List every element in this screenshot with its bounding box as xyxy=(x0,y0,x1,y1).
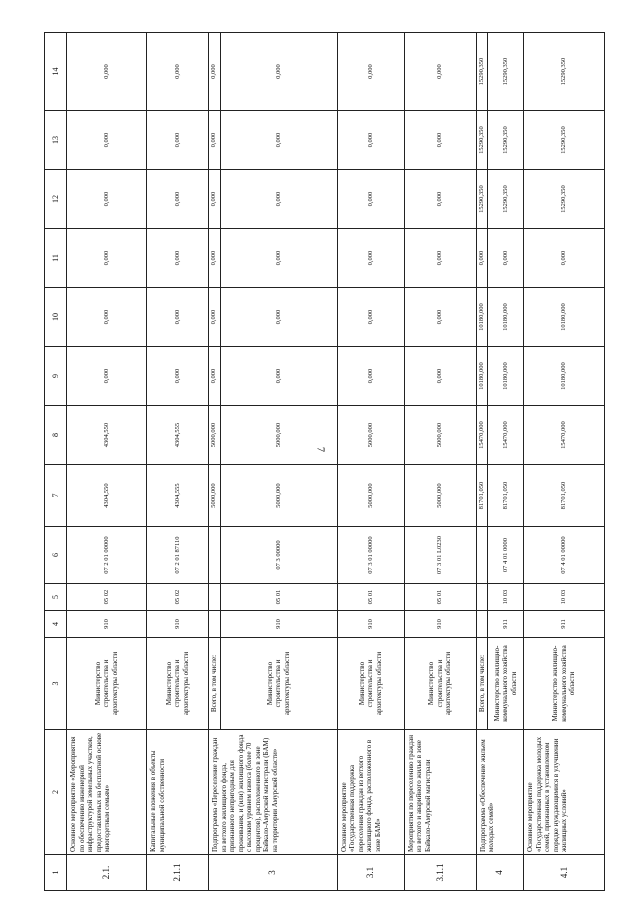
cell-c8: 15470,000 xyxy=(476,406,488,465)
cell-c4: 911 xyxy=(488,611,524,638)
cell-c8: 15470,000 xyxy=(488,406,524,465)
cell-c4 xyxy=(476,611,488,638)
cell-c5: 05 02 xyxy=(147,584,209,611)
budget-table-rotated xyxy=(44,33,602,891)
cell-c14: 0,000 xyxy=(337,33,404,111)
table-row xyxy=(209,33,221,891)
cell-c14: 0,000 xyxy=(147,33,209,111)
cell-c9: 10180,000 xyxy=(488,347,524,406)
cell-c6: 07 3 01 00000 xyxy=(337,527,404,584)
cell-c10: 0,000 xyxy=(209,288,221,347)
header-cell: 1 xyxy=(45,855,67,891)
cell-c5: 10 03 xyxy=(488,584,524,611)
cell-c9: 0,000 xyxy=(220,347,337,406)
header-cell: 8 xyxy=(45,406,67,465)
cell-c6 xyxy=(476,527,488,584)
cell-c6: 07 4 01 00000 xyxy=(524,527,605,584)
header-cell: 4 xyxy=(45,611,67,638)
table-row xyxy=(476,33,488,891)
header-cell: 14 xyxy=(45,33,67,111)
cell-c7: 81701,050 xyxy=(476,465,488,527)
cell-c12: 0,000 xyxy=(147,170,209,229)
cell-c10: 10180,000 xyxy=(524,288,605,347)
header-cell: 11 xyxy=(45,229,67,288)
row-total-label: Всего, в том числе: xyxy=(209,638,221,730)
cell-c13: 15290,350 xyxy=(488,111,524,170)
cell-c4: 910 xyxy=(220,611,337,638)
cell-c12: 15290,350 xyxy=(524,170,605,229)
cell-c14: 0,000 xyxy=(404,33,476,111)
cell-c13: 15290,350 xyxy=(476,111,488,170)
cell-c8: 5000,000 xyxy=(220,406,337,465)
cell-c12: 0,000 xyxy=(209,170,221,229)
cell-c10: 0,000 xyxy=(220,288,337,347)
cell-c13: 0,000 xyxy=(220,111,337,170)
cell-c7: 5000,000 xyxy=(220,465,337,527)
row-number: 3.1.1 xyxy=(404,855,476,891)
page-number: 7 xyxy=(314,447,326,452)
cell-c9: 0,000 xyxy=(404,347,476,406)
cell-c8: 4304,550 xyxy=(67,406,147,465)
header-row xyxy=(45,33,67,891)
cell-c13: 0,000 xyxy=(67,111,147,170)
row-number: 2.1.1 xyxy=(147,855,209,891)
cell-c4: 910 xyxy=(404,611,476,638)
row-name: Основное мероприятие «Мероприятия по обеспечению инженерной инфраструктурой земельных участков, предоставляемых на бесплатной основе многодетным семьям» xyxy=(67,730,147,855)
cell-c10: 0,000 xyxy=(337,288,404,347)
row-executor: Министерство строительства и архитектуры области xyxy=(404,638,476,730)
row-number: 2.1. xyxy=(67,855,147,891)
cell-c11: 0,000 xyxy=(337,229,404,288)
cell-c14: 15290,350 xyxy=(488,33,524,111)
cell-c12: 15290,350 xyxy=(476,170,488,229)
row-executor: Министерство строительства и архитектуры области xyxy=(337,638,404,730)
cell-c11: 0,000 xyxy=(67,229,147,288)
cell-c9: 10180,000 xyxy=(524,347,605,406)
row-executor: Министерство жилищно-коммунального хозяйства области xyxy=(524,638,605,730)
table-row xyxy=(147,33,209,891)
cell-c14: 0,000 xyxy=(220,33,337,111)
header-cell: 7 xyxy=(45,465,67,527)
row-total-label: Всего, в том числе: xyxy=(476,638,488,730)
row-executor: Министерство жилищно-коммунального хозяйства области xyxy=(488,638,524,730)
cell-c5: 10 03 xyxy=(524,584,605,611)
cell-c6: 07 2 01 00000 xyxy=(67,527,147,584)
cell-c9: 0,000 xyxy=(209,347,221,406)
cell-c9: 0,000 xyxy=(337,347,404,406)
row-name: Основное мероприятие «Государственная поддержка переселения граждан из ветхого жилищного фонда, расположенного в зоне БАМ» xyxy=(337,730,404,855)
cell-c14: 0,000 xyxy=(209,33,221,111)
table-row xyxy=(404,33,476,891)
cell-c7: 4304,555 xyxy=(147,465,209,527)
header-cell: 2 xyxy=(45,730,67,855)
cell-c8: 5000,000 xyxy=(404,406,476,465)
row-name: Подпрограмма «Переселение граждан из ветхого жилищного фонда, признанного непригодным для проживания, и (или) жилищного фонда с высоким уровнем износа (более 70 процентов), расположенного в зоне Байкало-Амурской магистрали (БАМ) на территории Амурской области» xyxy=(209,730,338,855)
row-name: Капитальные вложения в объекты муниципальной собственности xyxy=(147,730,209,855)
cell-c5: 05 01 xyxy=(404,584,476,611)
cell-c7: 5000,000 xyxy=(404,465,476,527)
cell-c11: 0,000 xyxy=(404,229,476,288)
cell-c5 xyxy=(209,584,221,611)
cell-c14: 0,000 xyxy=(67,33,147,111)
cell-c13: 0,000 xyxy=(147,111,209,170)
row-number: 4.1 xyxy=(524,855,605,891)
cell-c8: 5000,000 xyxy=(209,406,221,465)
cell-c11: 0,000 xyxy=(220,229,337,288)
cell-c6 xyxy=(209,527,221,584)
header-cell: 13 xyxy=(45,111,67,170)
row-number: 3.1 xyxy=(337,855,404,891)
row-name: Мероприятия по переселению граждан из ветхого и аварийного жилья в зоне Байкало-Амурской магистрали xyxy=(404,730,476,855)
cell-c9: 0,000 xyxy=(147,347,209,406)
cell-c11: 0,000 xyxy=(476,229,488,288)
cell-c14: 15290,350 xyxy=(524,33,605,111)
cell-c5 xyxy=(476,584,488,611)
cell-c11: 0,000 xyxy=(209,229,221,288)
cell-c12: 0,000 xyxy=(67,170,147,229)
row-executor: Министерство строительства и архитектуры области xyxy=(67,638,147,730)
row-number: 4 xyxy=(476,855,524,891)
row-name: Основное мероприятие «Государственная поддержка молодых семей, признанных в установленном порядке нуждающимися в улучшении жилищных условий» xyxy=(524,730,605,855)
cell-c6: 07 4 01 0000 xyxy=(488,527,524,584)
cell-c6: 07 2 01 87110 xyxy=(147,527,209,584)
cell-c13: 0,000 xyxy=(404,111,476,170)
cell-c5: 05 01 xyxy=(337,584,404,611)
row-number: 3 xyxy=(209,855,338,891)
header-cell: 12 xyxy=(45,170,67,229)
cell-c5: 05 01 xyxy=(220,584,337,611)
cell-c7: 81701,050 xyxy=(524,465,605,527)
cell-c13: 0,000 xyxy=(209,111,221,170)
table-row xyxy=(337,33,404,891)
cell-c13: 15290,350 xyxy=(524,111,605,170)
cell-c4: 910 xyxy=(337,611,404,638)
cell-c10: 10180,000 xyxy=(488,288,524,347)
cell-c4 xyxy=(209,611,221,638)
row-name: Подпрограмма «Обеспечение жильем молодых семей» xyxy=(476,730,524,855)
cell-c10: 0,000 xyxy=(147,288,209,347)
table-row xyxy=(524,33,605,891)
cell-c7: 5000,000 xyxy=(209,465,221,527)
budget-table xyxy=(44,32,605,891)
cell-c4: 910 xyxy=(67,611,147,638)
table-row xyxy=(67,33,147,891)
cell-c8: 4304,555 xyxy=(147,406,209,465)
cell-c8: 5000,000 xyxy=(337,406,404,465)
header-cell: 5 xyxy=(45,584,67,611)
cell-c14: 15290,350 xyxy=(476,33,488,111)
cell-c4: 910 xyxy=(147,611,209,638)
cell-c10: 0,000 xyxy=(67,288,147,347)
cell-c10: 10180,000 xyxy=(476,288,488,347)
header-cell: 6 xyxy=(45,527,67,584)
cell-c13: 0,000 xyxy=(337,111,404,170)
cell-c12: 0,000 xyxy=(404,170,476,229)
cell-c11: 0,000 xyxy=(147,229,209,288)
cell-c7: 81701,050 xyxy=(488,465,524,527)
cell-c4: 911 xyxy=(524,611,605,638)
row-executor: Министерство строительства и архитектуры области xyxy=(220,638,337,730)
cell-c6: 07 3 00000 xyxy=(220,527,337,584)
cell-c7: 4304,550 xyxy=(67,465,147,527)
cell-c12: 0,000 xyxy=(337,170,404,229)
header-cell: 9 xyxy=(45,347,67,406)
cell-c9: 0,000 xyxy=(67,347,147,406)
cell-c9: 10180,000 xyxy=(476,347,488,406)
cell-c7: 5000,000 xyxy=(337,465,404,527)
header-cell: 10 xyxy=(45,288,67,347)
header-cell: 3 xyxy=(45,638,67,730)
cell-c12: 15290,350 xyxy=(488,170,524,229)
cell-c8: 15470,000 xyxy=(524,406,605,465)
cell-c10: 0,000 xyxy=(404,288,476,347)
cell-c5: 05 02 xyxy=(67,584,147,611)
cell-c6: 07 3 01 L0230 xyxy=(404,527,476,584)
cell-c11: 0,000 xyxy=(524,229,605,288)
row-executor: Министерство строительства и архитектуры области xyxy=(147,638,209,730)
cell-c12: 0,000 xyxy=(220,170,337,229)
cell-c11: 0,000 xyxy=(488,229,524,288)
